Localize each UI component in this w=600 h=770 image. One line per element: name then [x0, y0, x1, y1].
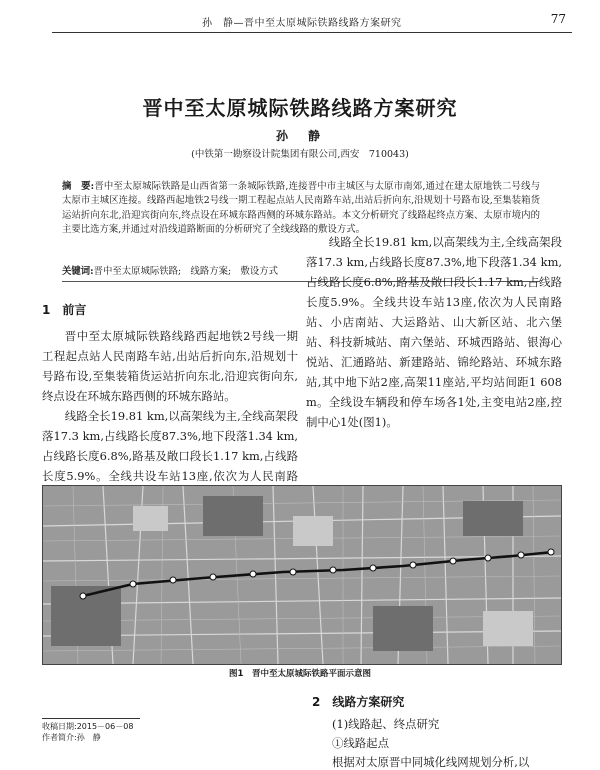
author: 孙 静: [275, 129, 324, 143]
route-map-image: [43, 486, 561, 664]
article-title: 晋中至太原城际铁路线路方案研究: [142, 96, 458, 120]
section1-heading: 1 前言: [42, 303, 87, 317]
footnote: [42, 721, 133, 743]
section1-para1: 晋中至太原城际铁路线路西起地铁2号线一期工程起点站人民南路车站,出站后折向东,沿规划十号路布设,至集装箱货运站折向东北,沿迎宾街向东,终点设在环城东路西侧的环城东路站。: [42, 329, 298, 403]
right-column: [306, 235, 562, 456]
abstract: [62, 180, 540, 237]
section1-para2: [42, 406, 298, 483]
route-map-figure: [42, 485, 562, 665]
footnote-divider: [42, 718, 140, 719]
running-header: [52, 10, 572, 33]
section2-sub3: 根据对太原晋中同城化线网规划分析,以: [332, 755, 530, 769]
keywords-label: 关键词:: [62, 266, 94, 277]
section1-para2-cont-text: 线路全长19.81 km,以高架线为主,全线高架段落17.3 km,占线路长度87.3%,地下段落1.34 km,占线路长度6.8%,路基及敞口段长1.17 km,占线路长度5.9%。全线共设车站13座,依次为人民南路站、小店南站、大运路站、山大新区站、北六堡站、科技新城站、南六堡站、环城西路站、银海心悦站、汇通路站、新建路站、锦纶路站、环城东路站,其中地下站2座,高架11座站,平均站间距1 608 m。全线设车辆段和停车场各1处,主变电站2座,控制中心1处(图1)。: [306, 235, 562, 429]
section2-sub2: ①线路起点: [332, 736, 389, 750]
keywords-text: 晋中至太原城际铁路; 线路方案; 敷设方式: [93, 266, 279, 277]
section1-para2-text: 线路全长19.81 km,以高架线为主,全线高架段落17.3 km,占线路长度87.3%,地下段落1.34 km,占线路长度6.8%,路基及敞口段长1.17 km,占线路长度5.9%。全线共设车站13座,依次为人民南路: [42, 409, 298, 483]
affiliation: (中铁第一勘察设计院集团有限公司,西安 710043): [191, 149, 409, 160]
right-column-flow: [306, 232, 562, 432]
abstract-label: 摘 要:: [62, 181, 95, 192]
section2-sub1: (1)线路起、终点研究: [332, 717, 440, 731]
section2-heading: 2 线路方案研究: [312, 695, 405, 709]
abstract-text: 晋中至太原城际铁路是山西省第一条城际铁路,连接晋中市主城区与太原市南郊,通过在建太原地铁二号线与太原市主城区连接。线路西起地铁2号线一期工程起点站人民南路车站,出站后折向东,沿规划十号路布设,至集装箱货运站折向东北,沿迎宾街向东,终点设在环城东路西侧的环城东路站。本文分析研究了线路起终点方案、太原市境内的主要比选方案,并通过对沿线道路断面的分析研究了全线线路的敷设方式。: [62, 181, 541, 235]
left-column: [42, 300, 298, 483]
author-bio: 作者简介:孙 静: [42, 733, 101, 742]
figure-caption: 图1 晋中至太原城际铁路平面示意图: [229, 669, 371, 679]
received-date: 收稿日期:2015－06－08: [42, 722, 134, 731]
running-title: 孙 静—晋中至太原城际铁路线路方案研究: [202, 18, 402, 29]
section1-para2-continued: [306, 232, 562, 432]
page-number: 77: [550, 12, 566, 26]
